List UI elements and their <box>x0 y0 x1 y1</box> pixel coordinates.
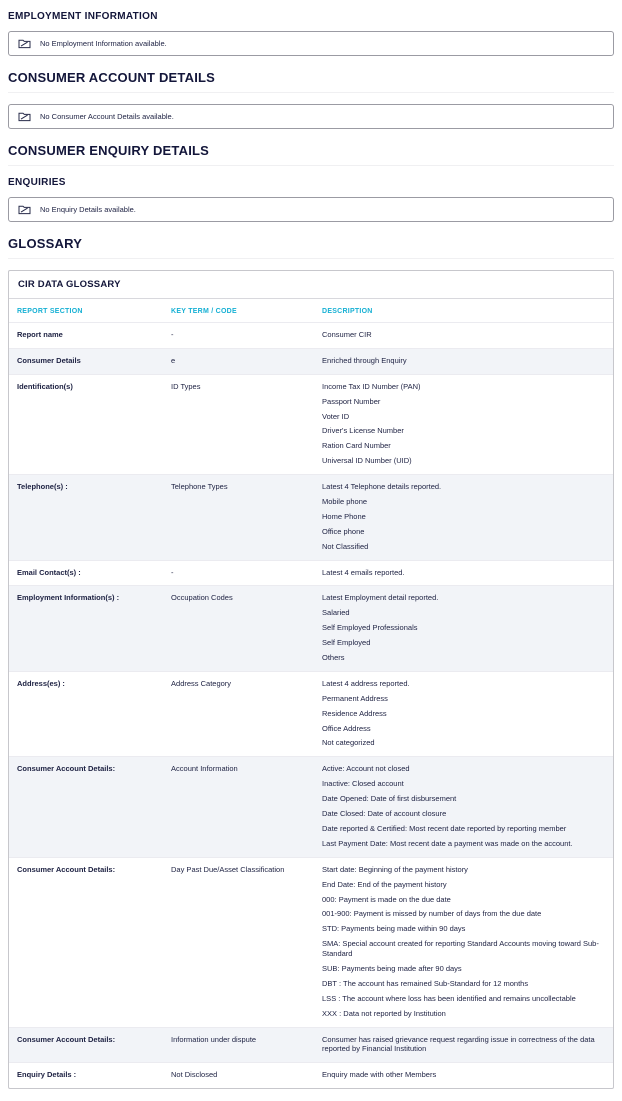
description-line: Self Employed Professionals <box>322 623 418 633</box>
glossary-cell-key: - <box>163 323 314 349</box>
glossary-cell-section: Consumer Account Details: <box>9 857 163 1027</box>
glossary-cell-key: Telephone Types <box>163 475 314 560</box>
glossary-row <box>9 586 613 671</box>
glossary-cell-description <box>314 1027 613 1063</box>
description-line: Office phone <box>322 526 365 536</box>
glossary-row <box>9 671 613 756</box>
glossary-cell-description <box>314 374 613 474</box>
consumer-account-empty-message: No Consumer Account Details available. <box>40 112 174 121</box>
column-header-key-term: KEY TERM / CODE <box>171 308 237 315</box>
enquiry-empty-message: No Enquiry Details available. <box>40 205 136 214</box>
description-line: Latest 4 emails reported. <box>322 567 405 577</box>
description-line: Driver's License Number <box>322 426 404 436</box>
description-line: Date Closed: Date of account closure <box>322 809 447 819</box>
description-line: Latest 4 address reported. <box>322 678 410 688</box>
description-line: XXX : Data not reported by Institution <box>322 1008 446 1018</box>
description-line: Start date: Beginning of the payment history <box>322 864 468 874</box>
glossary-table <box>8 270 614 1089</box>
no-data-icon <box>18 204 31 215</box>
description-line: Self Employed <box>322 638 371 648</box>
glossary-header-row <box>9 299 613 323</box>
glossary-row <box>9 475 613 560</box>
description-line: Not categorized <box>322 738 375 748</box>
description-line: Consumer CIR <box>322 330 372 339</box>
glossary-cell-description <box>314 560 613 586</box>
description-line: Permanent Address <box>322 693 388 703</box>
employment-empty-state <box>8 31 614 56</box>
glossary-cell-description <box>314 757 613 857</box>
glossary-cell-key: Address Category <box>163 671 314 756</box>
description-line: Not Classified <box>322 541 369 551</box>
description-line: SUB: Payments being made after 90 days <box>322 963 462 973</box>
description-line: SMA: Special account created for reporting Standard Accounts moving toward Sub-Standard <box>322 939 599 959</box>
no-data-icon <box>18 111 31 122</box>
glossary-cell-section: Consumer Account Details: <box>9 757 163 857</box>
glossary-cell-description <box>314 348 613 374</box>
glossary-cell-description <box>314 323 613 349</box>
glossary-cell-description <box>314 475 613 560</box>
glossary-cell-key: - <box>163 560 314 586</box>
description-line: 000: Payment is made on the due date <box>322 894 451 904</box>
glossary-data-table <box>9 299 613 1088</box>
description-line: Office Address <box>322 723 371 733</box>
glossary-row <box>9 348 613 374</box>
glossary-table-body <box>9 323 613 1089</box>
glossary-cell-section: Identification(s) <box>9 374 163 474</box>
enquiries-subsection-title: ENQUIRIES <box>8 177 66 188</box>
glossary-cell-key: Information under dispute <box>163 1027 314 1063</box>
consumer-account-section-title: CONSUMER ACCOUNT DETAILS <box>8 70 614 93</box>
description-line: Salaried <box>322 608 350 618</box>
glossary-row <box>9 1027 613 1063</box>
description-line: Home Phone <box>322 511 366 521</box>
description-line: 001-900: Payment is missed by number of days from the due date <box>322 909 542 919</box>
glossary-cell-description <box>314 1063 613 1088</box>
glossary-cell-key: Day Past Due/Asset Classification <box>163 857 314 1027</box>
description-line: Latest 4 Telephone details reported. <box>322 482 442 492</box>
glossary-cell-key: ID Types <box>163 374 314 474</box>
consumer-account-empty-state <box>8 104 614 129</box>
description-line: Residence Address <box>322 708 387 718</box>
glossary-table-title: CIR DATA GLOSSARY <box>9 271 613 299</box>
glossary-cell-section: Telephone(s) : <box>9 475 163 560</box>
description-line: Inactive: Closed account <box>322 779 404 789</box>
description-line: Income Tax ID Number (PAN) <box>322 381 421 391</box>
glossary-row <box>9 560 613 586</box>
glossary-row <box>9 757 613 857</box>
glossary-cell-key: Occupation Codes <box>163 586 314 671</box>
description-line: Date reported & Certified: Most recent date reported by reporting member <box>322 823 567 833</box>
description-line: STD: Payments being made within 90 days <box>322 924 466 934</box>
description-line: LSS : The account where loss has been identified and remains uncollectable <box>322 993 576 1003</box>
glossary-cell-description <box>314 671 613 756</box>
glossary-cell-section: Email Contact(s) : <box>9 560 163 586</box>
description-line: Ration Card Number <box>322 441 391 451</box>
glossary-cell-section: Consumer Details <box>9 348 163 374</box>
glossary-table-head <box>9 299 613 323</box>
glossary-cell-key: e <box>163 348 314 374</box>
glossary-cell-section: Consumer Account Details: <box>9 1027 163 1063</box>
description-line: DBT : The account has remained Sub-Standard for 12 months <box>322 978 529 988</box>
glossary-row <box>9 374 613 474</box>
glossary-cell-key: Account Information <box>163 757 314 857</box>
description-line: End Date: End of the payment history <box>322 879 447 889</box>
description-line: Active: Account not closed <box>322 764 410 774</box>
glossary-cell-description <box>314 857 613 1027</box>
consumer-enquiry-section-title: CONSUMER ENQUIRY DETAILS <box>8 143 614 166</box>
description-line: Enquiry made with other Members <box>322 1070 437 1080</box>
no-data-icon <box>18 38 31 49</box>
description-line: Consumer has raised grievance request regarding issue in correctness of the data reported by Financial Institution <box>322 1034 595 1054</box>
description-line: Voter ID <box>322 411 350 421</box>
description-line: Mobile phone <box>322 497 368 507</box>
description-line: Passport Number <box>322 396 381 406</box>
column-header-report-section: REPORT SECTION <box>17 308 83 315</box>
glossary-cell-section: Enquiry Details : <box>9 1063 163 1088</box>
column-header-description: DESCRIPTION <box>322 308 373 315</box>
glossary-cell-key: Not Disclosed <box>163 1063 314 1088</box>
enquiry-empty-state <box>8 197 614 222</box>
description-line: Last Payment Date: Most recent date a payment was made on the account. <box>322 838 573 848</box>
glossary-section-title: GLOSSARY <box>8 236 614 259</box>
description-line: Date Opened: Date of first disbursement <box>322 794 457 804</box>
description-line: Latest Employment detail reported. <box>322 593 439 603</box>
glossary-row <box>9 857 613 1027</box>
glossary-cell-description <box>314 586 613 671</box>
glossary-row <box>9 323 613 349</box>
glossary-row <box>9 1063 613 1088</box>
glossary-cell-section: Employment Information(s) : <box>9 586 163 671</box>
description-line: Enriched through Enquiry <box>322 355 407 365</box>
glossary-cell-section: Report name <box>9 323 163 349</box>
employment-empty-message: No Employment Information available. <box>40 39 167 48</box>
description-line: Others <box>322 653 345 663</box>
description-line: Universal ID Number (UID) <box>322 456 412 466</box>
glossary-cell-section: Address(es) : <box>9 671 163 756</box>
employment-section-title: EMPLOYMENT INFORMATION <box>8 11 158 22</box>
